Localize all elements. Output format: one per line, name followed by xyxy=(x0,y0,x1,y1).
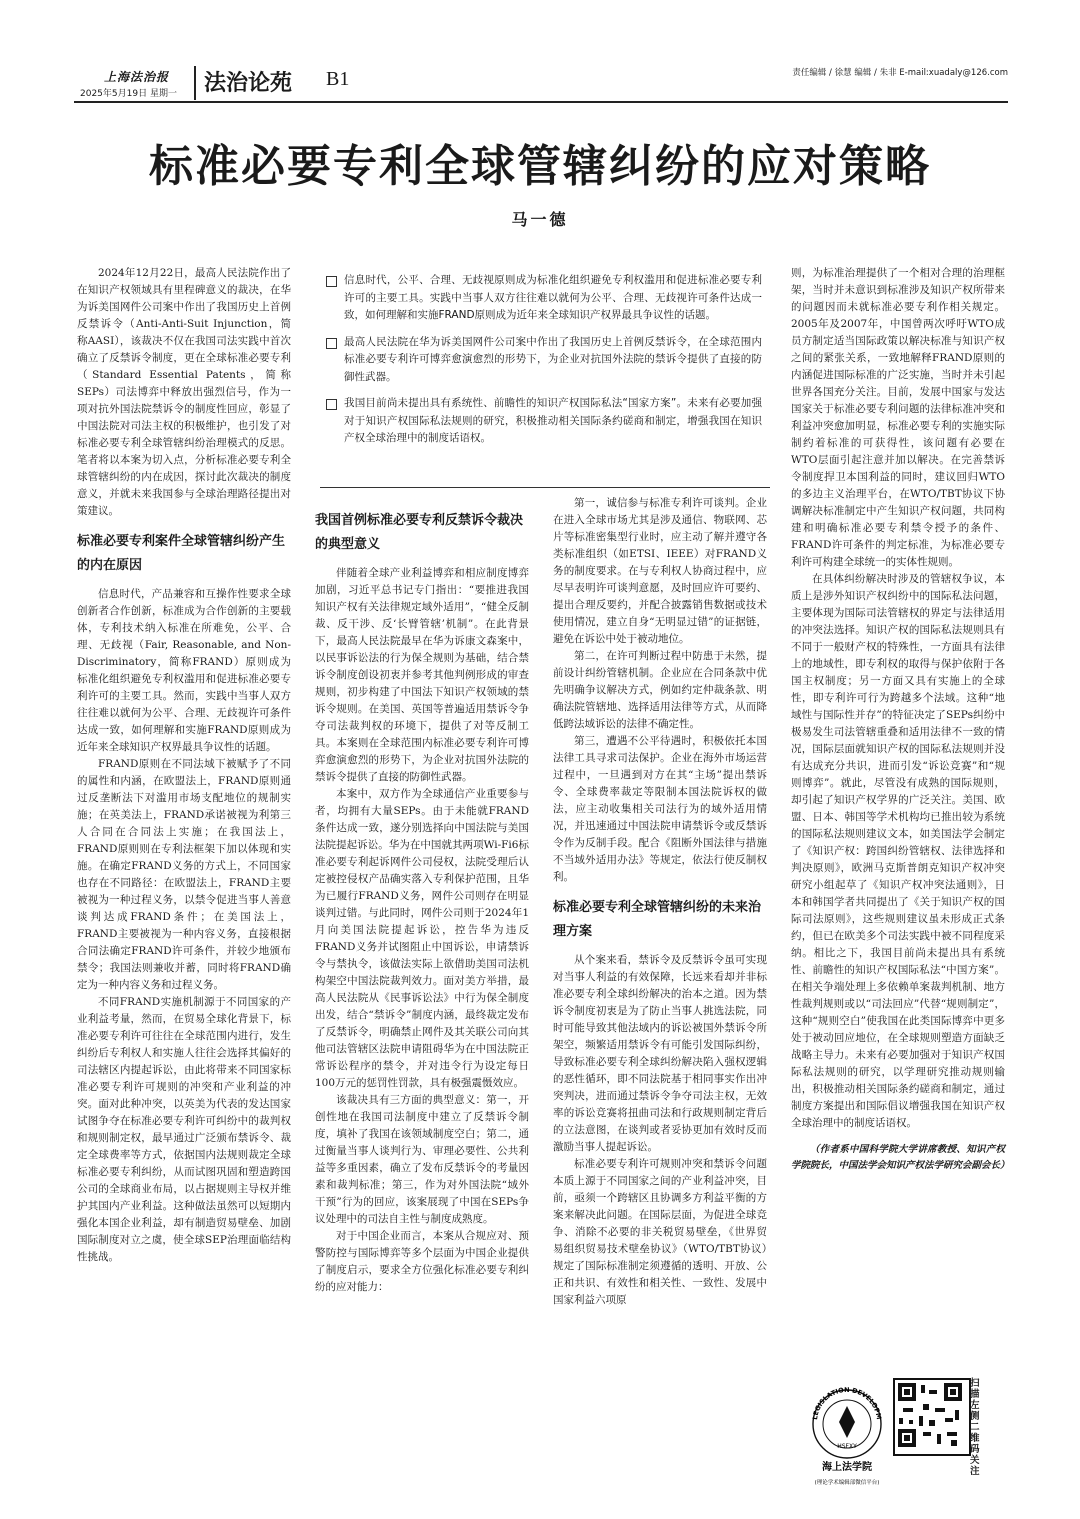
article-title: 标准必要专利全球管辖纠纷的应对策略 xyxy=(149,141,931,192)
page-number: B1 xyxy=(326,68,350,90)
issue-date: 2025年5月19日 星期一 xyxy=(80,89,177,99)
paragraph: 该裁决具有三方面的典型意义：第一，开创性地在我国司法制度中建立了反禁诉令制度，填补了我国在该领域制度空白；第二，通过衡量当事人谈判行为、审理必要性、公共利益等多重因素，确立了发布反禁诉令的考量因素和裁判标准；第三，作为对外国法院“域外干预”行为的回应，该案展现了中国在SEPs争议处理中的司法自主性与制度成熟度。 xyxy=(315,1094,529,1225)
paragraph: 标准必要专利许可规则冲突和禁诉令问题本质上源于不同国家之间的产业利益冲突，目前，亟须一个跨辖区且协调多方利益平衡的方案来解决此问题。在国际层面，为促进全球竞争、消除不必要的非关税贸易壁垒，《世界贸易组织贸易技术壁垒协议》（WTO/TBT协议）规定了国际标准制定须遵循的透明、开放、公正和共识、有效性和相关性、一致性、发展中国家利益六项原 xyxy=(553,1158,767,1306)
paragraph: 第二，在许可判断过程中防患于未然，提前设计纠纷管辖机制。企业应在合同条款中优先明确争议解决方式，例如约定仲裁条款、明确法院管辖地、选择适用法律等方式，从而降低跨法域诉讼的法律不确定性。 xyxy=(553,650,767,730)
article-author: 马一德 xyxy=(511,210,569,229)
paragraph: 则，为标准治理提供了一个相对合理的治理框架，当时并未意识到标准涉及知识产权所带来的问题因而未就标准必要专利作相关规定。2005年及2007年，中国曾两次呼吁WTO成员方制定适当国际政策以解决标准与知识产权之间的紧张关系，一致地解释FRAND原则的内涵促进国际标准的广泛实施，当时并未引起世界各国充分关注。目前，发展中国家与发达国家关于标准必要专利问题的法律标准冲突和利益冲突愈加明显，标准必要专利的实施实际制约着标准的可获得性，该问题有必要在WTO层面引起注意并加以解决。在完善禁诉令制度捍卫本国利益的同时，建议回归WTO的多边主义治理平台，在WTO/TBT协议下协调解决标准制定中产生知识产权问题，共同构建和明确标准必要专利禁令授予的条件、FRAND许可条件的判定标准，为标准必要专利许可构建全球统一的实体性规则。 xyxy=(791,267,1005,568)
logo-ring-text: LEGISLATION DEVELOPM xyxy=(811,1385,883,1421)
summary-item xyxy=(326,395,762,448)
masthead-divider xyxy=(194,66,196,100)
paragraph: 对于中国企业而言，本案从合规应对、预警防控与国际博弈等多个层面为中国企业提供了制度启示，要求全方位强化标准必要专利纠纷的应对能力： xyxy=(315,1230,529,1293)
column-1 xyxy=(77,265,291,1485)
checkbox-bullet-icon xyxy=(326,399,337,410)
section-heading: 我国首例标准必要专利反禁诉令裁决的典型意义 xyxy=(315,513,524,552)
law-school-logo xyxy=(805,1376,889,1494)
paper-name: 上海法治报 xyxy=(104,70,170,84)
summary-item xyxy=(326,272,762,325)
column-3 xyxy=(553,495,767,1485)
checkbox-bullet-icon xyxy=(326,276,337,287)
summary-text: 最高人民法院在华为诉美国网件公司案中作出了我国历史上首例反禁诉令，在全球范围内标准必要专利许可博弈愈演愈烈的形势下，为企业对抗国外法院的禁诉令提供了直接的防御性武器。 xyxy=(344,335,762,383)
logo-name: 海上法学院 xyxy=(822,1462,872,1473)
summary-text: 我国目前尚未提出具有系统性、前瞻性的知识产权国际私法“国家方案”。未来有必要加强对于知识产权国际私法规则的研究，积极推动相关国际条约磋商和制定，增强我国在知识产权全球治理中的制度话语权。 xyxy=(344,397,762,444)
summary-divider xyxy=(320,487,770,488)
logo-abbr: HSFXY xyxy=(837,1443,857,1450)
summary-item xyxy=(326,334,762,387)
paragraph: 第一，诚信参与标准专利许可谈判。企业在进入全球市场尤其是涉及通信、物联网、芯片等标准密集型行业时，应主动了解并遵守各类标准组织（如ETSI、IEEE）对FRAND义务的制度要求。在与专利权人协商过程中，应尽早表明许可谈判意愿，及时回应许可要约、提出合理反要约，并配合披露销售数据或技术使用情况，建立自身“无明显过错”的证据链，避免在诉讼中处于被动地位。 xyxy=(553,497,767,645)
summary-box xyxy=(326,272,762,477)
paragraph: FRAND原则在不同法域下被赋予了不同的属性和内涵，在欧盟法上，FRAND原则通过反垄断法下对滥用市场支配地位的规制实施；在英美法上，FRAND承诺被视为利第三人合同在合同法上实施；在我国法上，FRAND原则则在专利法框架下加以体现和实施。在确定FRAND义务的方式上，不同国家也存在不同路径：在欧盟法上，FRAND主要被视为一种过程义务，以禁令促进当事人善意谈判达成FRAND条件；在美国法上，FRAND主要被视为一种内容义务，直接根据合同法确定FRAND许可条件，并较少地颁布禁令；我国法则兼收并蓄，同时将FRAND确定为一种内容义务和过程义务。 xyxy=(77,758,291,991)
section-heading: 标准必要专利全球管辖纠纷的未来治理方案 xyxy=(553,900,762,939)
paragraph: 在具体纠纷解决时涉及的管辖权争议，本质上是涉外知识产权纠纷中的国际私法问题，主要体现为国际司法管辖权的界定与法律适用的冲突法选择。知识产权的国际私法规则具有不同于一般财产权的特殊性，一方面具有法律上的地域性，即专利权的取得与保护依附于各国主权制度；另一方面又具有实施上的全球性，即专利许可行为跨越多个法域。这种“地域性与国际性并存”的特征决定了SEPs纠纷中极易发生司法管辖重叠和适用法律不一致的情况，国际层面就知识产权的国际私法规则并没有达成充分共识，进而引发“诉讼竞赛”和“规则博弈”。就此，尽管没有成熟的国际规则，却引起了知识产权学界的广泛关注。美国、欧盟、日本、韩国等学术机构均已推出较为系统的国际私法规则建议文本，如美国法学会制定了《知识产权：跨国纠纷管辖权、法律选择和判决原则》，欧洲马克斯普朗克知识产权冲突研究小组起草了《知识产权冲突法通则》，日本和韩国学者共同提出了《关于知识产权的国际司法原则》，这些规则建议虽未形成正式条约，但已在欧美多个司法实践中被不同程度采纳。相比之下，我国目前尚未提出具有系统性、前瞻性的知识产权国际私法“中国方案”。在相关争端处理上多依赖单案裁判机制、地方性裁判规则或以“司法回应”代替“规则制定”，这种“规则空白”使我国在此类国际博弈中更多处于被动回应地位，在全球规则塑造方面缺乏战略主导力。未来有必要加强对于知识产权国际私法规则的研究，以学理研究推动规则输出，积极推动相关国际条约磋商和制定，通过制度方案提出和国际倡议增强我国在知识产权全球治理中的制度话语权。 xyxy=(791,573,1005,1129)
section-title: 法治论苑 xyxy=(204,71,293,96)
masthead-rule xyxy=(74,101,1008,103)
paragraph: 伴随着全球产业利益博弈和相应制度博弈加剧，习近平总书记专门指出：“要推进我国知识产权有关法律规定域外适用”，“健全反制裁、反干涉、反‘长臂管辖’机制”。在此背景下，最高人民法院最早在华为诉康文森案中，以民事诉讼法的行为保全规则为基础，结合禁诉令制度创设初衷并参考其他判例形成的审查规则，初步构建了中国法下知识产权领域的禁诉令规则。在美国、英国等普遍适用禁诉令争夺司法裁判权的环境下，提供了对等反制工具。本案则在全球范围内标准必要专利许可博弈愈演愈烈的形势下，为企业对抗国外法院的禁诉令提供了直接的防御性武器。 xyxy=(315,567,529,783)
paragraph: 第三，遭遇不公平待遇时，积极依托本国法律工具寻求司法保护。企业在海外市场运营过程中，一旦遇到对方在其“主场”提出禁诉令、全球费率裁定等限制本国法院诉权的做法，应主动收集相关司法行为的域外适用情况，并迅速通过中国法院申请禁诉令或反禁诉令作为反制手段。配合《阻断外国法律与措施不当域外适用办法》等规定，依法行使反制权利。 xyxy=(553,735,767,883)
logo-sub: (理论学术编辑部微信平台) xyxy=(814,1480,880,1486)
masthead xyxy=(74,62,1008,106)
column-4 xyxy=(791,265,1010,1485)
paragraph: 本案中，双方作为全球通信产业重要参与者，均拥有大量SEPs。由于未能就FRAND条件达成一致，遂分别选择向中国法院与美国法院提起诉讼。华为在中国就其两项Wi-Fi6标准必要专利起诉网件公司侵权，法院受理后认定被控侵权产品确实落入专利保护范围，且华为已履行FRAND义务，网件公司则存在明显谈判过错。与此同时，网件公司则于2024年1月向美国法院提起诉讼，控告华为违反FRAND义务并试图阻止中国诉讼，申请禁诉令与禁执令，该做法实际上欲借助美国司法机构架空中国法院裁判效力。面对美方举措，最高人民法院从《民事诉讼法》中行为保全制度出发，结合“禁诉令”制度内涵，最终裁定发布了反禁诉令，明确禁止网件及其关联公司向其他司法管辖区法院申请阻碍华为在中国法院正常诉讼程序的禁令，并对违令行为设定每日100万元的惩罚性罚款，具有极强震慑效应。 xyxy=(315,788,529,1089)
author-bio: （作者系中国科学院大学讲席教授、知识产权学院院长，中国法学会知识产权法学研究会副会长） xyxy=(791,1144,1010,1171)
paragraph: 不同FRAND实施机制源于不同国家的产业利益考量，然而，在贸易全球化背景下，标准必要专利许可往往在全球范围内进行，发生纠纷后专利权人和实施人往往会选择其偏好的司法辖区内提起诉讼，由此将带来不同国家标准必要专利许可规则的冲突和产业利益的冲突。面对此种冲突，以英美为代表的发达国家试图争夺在标准必要专利许可纠纷中的裁判权和规则制定权，最早通过广泛颁布禁诉令、裁定全球费率等方式，依据国内法规则裁定全球标准必要专利纠纷，从而试图巩固和塑造跨国公司的全球商业布局，以占据规则主导权并维护其国内产业利益。这种做法虽然可以短期内强化本国企业利益，却有制造贸易壁垒、加剧国际制度对立之虞，使全球SEP治理面临结构性挑战。 xyxy=(77,996,291,1263)
column-2 xyxy=(315,495,529,1485)
qr-code[interactable] xyxy=(893,1378,971,1456)
section-heading: 标准必要专利案件全球管辖纠纷产生的内在原因 xyxy=(77,534,286,573)
paragraph: 从个案来看，禁诉令及反禁诉令虽可实现对当事人利益的有效保障，长远来看却并非标准必要专利全球纠纷解决的治本之道。因为禁诉令制度初衷是为了防止当事人挑选法院，同时可能导致其他法域内的诉讼被国外禁诉令所架空，频繁适用禁诉令有可能引发国际纠纷，导致标准必要专利全球纠纷解决陷入强权逻辑的恶性循环，即不同法院基于相同事实作出冲突判决，进而通过禁诉令争夺司法主权，无效率的诉讼竞赛将扭曲司法和行政规则制定背后的立法意图，在谈判或者妥协更加有效时反而激励当事人提起诉讼。 xyxy=(553,954,767,1153)
editor-credits: 责任编辑 / 徐慧 编辑 / 朱非 E-mail:xuadaly@126.com xyxy=(792,68,1008,78)
qr-caption: 扫描左侧二维码关注 xyxy=(970,1378,980,1477)
paragraph: 信息时代，产品兼容和互操作性要求全球创新者合作创新，标准成为合作创新的主要载体，专利技术纳入标准在所难免，公平、合理、无歧视（Fair, Reasonable, and Non-Discriminatory，简称FRAND）原则成为标准化组织避免专利权滥用和促进标准必要专利许可的主要工具。然而，实践中当事人双方往往难以就何为公平、合理、无歧视许可条件达成一致，如何理解和实施FRAND原则成为近年来全球知识产权界最具争议性的话题。 xyxy=(77,588,291,753)
checkbox-bullet-icon xyxy=(326,338,337,349)
paragraph: 2024年12月22日，最高人民法院作出了在知识产权领域具有里程碑意义的裁决，在华为诉美国网件公司案中作出了我国历史上首例反禁诉令（Anti-Anti-Suit Injunction，简称AASI），该裁决不仅在我国司法实践中首次确立了反禁诉令制度，更在全球标准必要专利（Standard Essential Patents，简称SEPs）司法博弈中释放出强烈信号，作为一项对抗外国法院禁诉令的制度性回应，彰显了中国法院对司法主权的积极维护，也引发了对标准必要专利全球管辖纠纷治理模式的反思。笔者将以本案为切入点，分析标准必要专利全球管辖纠纷的内在成因，探讨此次裁决的制度意义，并就未来我国参与全球治理路径提出对策建议。 xyxy=(77,267,291,517)
summary-text: 信息时代，公平、合理、无歧视原则成为标准化组织避免专利权滥用和促进标准必要专利许可的主要工具。实践中当事人双方往往难以就何为公平、合理、无歧视许可条件达成一致，如何理解和实施FRAND原则成为近年来全球知识产权界最具争议性的话题。 xyxy=(344,274,762,321)
